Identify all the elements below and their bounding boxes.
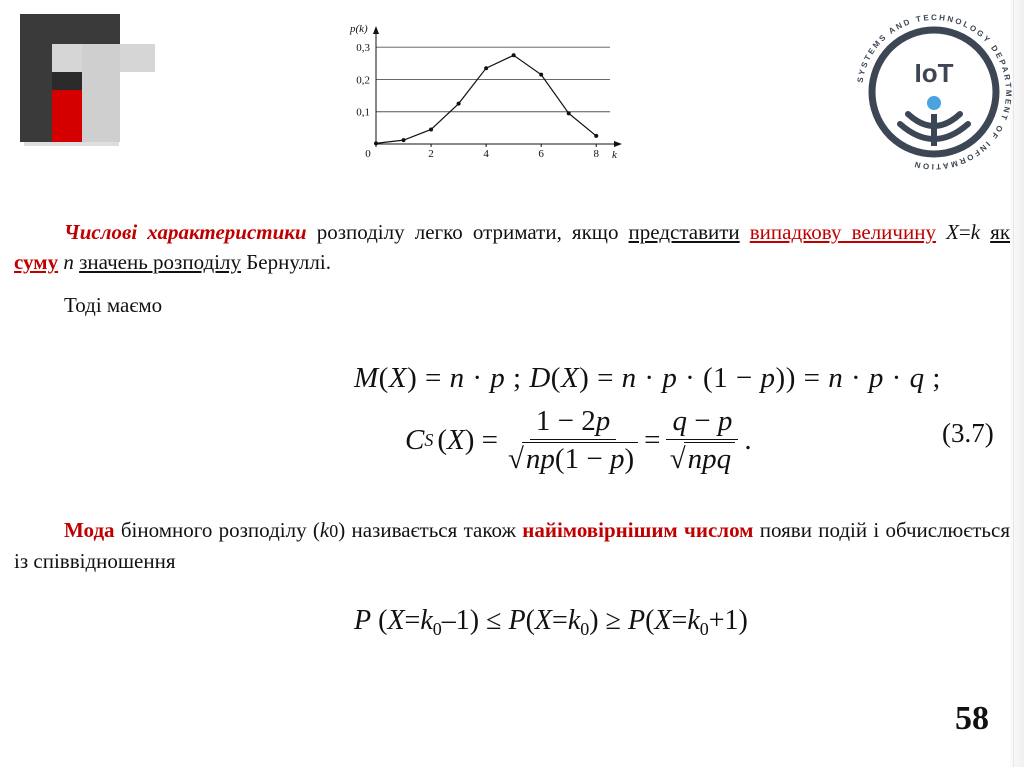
x-axis-title: k: [612, 149, 617, 161]
svg-text:IoT: IoT: [914, 58, 954, 88]
link-random-variable: випадкову величину: [749, 220, 936, 244]
data-point: [594, 134, 598, 138]
ft-logo: [20, 14, 155, 146]
data-point: [402, 138, 406, 142]
highlight-mode: Мода: [64, 518, 115, 542]
highlight-sum: суму: [14, 250, 59, 274]
svg-text:SYSTEMS AND TECHNOLOGY DEPARTM: SYSTEMS AND TECHNOLOGY DEPARTMENT OF INFORMATION: [855, 12, 1014, 172]
y-tick-label: 0,2: [356, 74, 370, 87]
data-point: [484, 66, 488, 70]
data-point: [567, 111, 571, 115]
x-tick-label: 0: [365, 148, 371, 160]
iot-department-logo: [848, 6, 1020, 178]
fraction-1: $\frac{1 - 2p}{√np(1 - p)}$: [508, 405, 638, 476]
data-point: [512, 53, 516, 57]
y-tick-label: 0,1: [356, 106, 370, 119]
y-tick-label: 0,3: [356, 42, 370, 55]
y-axis-arrow: [373, 26, 379, 34]
equation-number: (3.7): [942, 418, 994, 448]
page-number: 58: [955, 700, 989, 737]
formula-mean-variance: M(X) = n · p ; D(X) = n · p · (1 − p)) = n · p · q ;: [354, 362, 941, 394]
numeric-characteristics-paragraph: Числові характеристики розподілу легко отримати, якщо представити випадкову величину X=k як суму n значень розподілу Бернуллі.: [14, 220, 1011, 274]
data-point: [539, 73, 543, 77]
highlight-numeric-characteristics: Числові характеристики: [64, 220, 307, 244]
x-tick-label: 2: [428, 148, 434, 160]
binomial-distribution-plot: [340, 22, 640, 167]
x-tick-label: 4: [483, 148, 489, 160]
fraction-2: $\frac{q - p}{\text{√npq}}$: [666, 405, 738, 476]
x-tick-label: 6: [538, 148, 544, 160]
highlight-most-probable-number: найімовірнішим числом: [522, 518, 754, 542]
then-we-have-text: Тоді маємо: [64, 293, 163, 317]
mode-paragraph: Мода біномного розподілу (k0) називається також найімовірнішим числом появи подій і обчислюється із співвідношення: [14, 518, 1010, 573]
data-point: [374, 141, 378, 145]
data-point: [457, 102, 461, 106]
x-tick-label: 8: [593, 148, 599, 160]
x-axis-arrow: [614, 141, 622, 147]
formula-skewness: C S ( X ) = $\frac{1 - 2p}{√np(1 - p)}$ = $\frac{q - p}{\text{√npq}}$ .: [405, 404, 752, 475]
y-axis-title: p(k): [350, 23, 368, 35]
formula-mode-inequality: P $(X=k_0-1) \le P(X=k_0) \ge P(X=k_0+1)$: [354, 605, 748, 639]
data-point: [429, 127, 433, 131]
